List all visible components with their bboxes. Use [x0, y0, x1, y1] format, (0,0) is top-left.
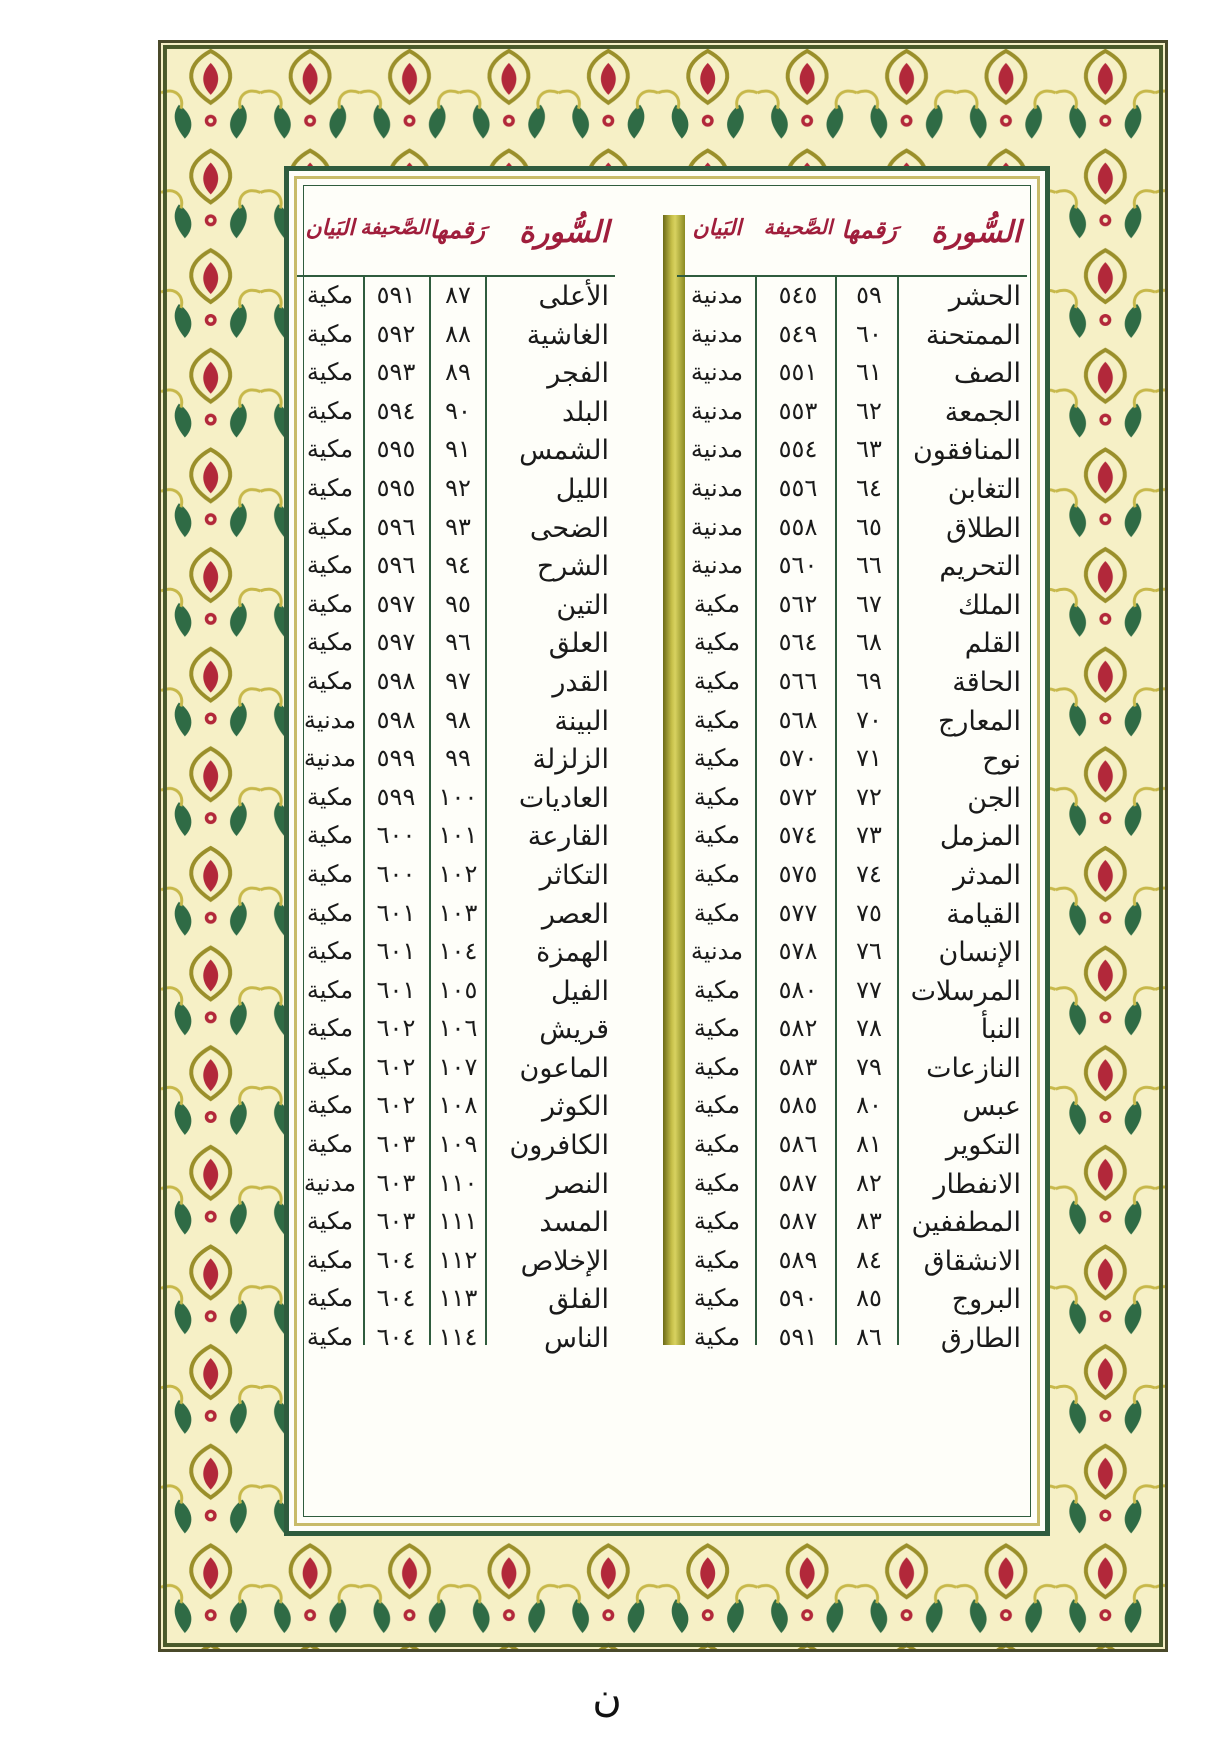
- surah-number: ١٠٦: [438, 1014, 478, 1043]
- table-row: [677, 1319, 1027, 1358]
- surah-type: مكية: [306, 898, 354, 927]
- surah-number: ١١١: [438, 1207, 478, 1236]
- surah-page: ٥٩١: [376, 281, 416, 309]
- surah-number: ١٠٧: [438, 1052, 478, 1081]
- surah-number: ٨٣: [856, 1207, 882, 1236]
- surah-number: ٩٦: [445, 628, 471, 657]
- surah-name: نوح: [982, 744, 1021, 776]
- surah-page: ٥٧٤: [778, 821, 818, 850]
- table-row: [297, 277, 615, 316]
- surah-number: ٦٤: [856, 473, 882, 502]
- surah-page: ٥٩٧: [376, 628, 416, 657]
- surah-name: المزمل: [939, 821, 1021, 853]
- surah-name: المرسلات: [910, 975, 1021, 1007]
- surah-name: الممتحنة: [925, 319, 1021, 351]
- surah-type: مكية: [693, 1245, 741, 1274]
- surah-name: الكوثر: [542, 1091, 609, 1123]
- surah-name: العاديات: [518, 782, 609, 814]
- surah-page: ٥٩٧: [376, 589, 416, 618]
- surah-type: مدنية: [690, 551, 744, 580]
- surah-type: مكية: [306, 1245, 354, 1274]
- surah-number: ٧٧: [856, 975, 882, 1004]
- surah-name: النبأ: [980, 1014, 1021, 1046]
- surah-name: الهمزة: [536, 937, 609, 969]
- surah-number: ٩٨: [445, 705, 471, 734]
- table-row: [297, 740, 615, 779]
- surah-page: ٥٩٨: [376, 705, 416, 734]
- surah-page: ٥٨٦: [778, 1130, 818, 1159]
- surah-number: ٧٣: [856, 821, 882, 850]
- surah-number: ١١٣: [438, 1284, 478, 1313]
- surah-name: الانفطار: [933, 1168, 1021, 1200]
- header-number: رَقمها: [841, 215, 897, 244]
- surah-type: مكية: [306, 1014, 354, 1043]
- surah-name: الحاقة: [952, 666, 1021, 698]
- table-row: [677, 740, 1027, 779]
- surah-name: الطارق: [940, 1323, 1021, 1355]
- surah-page: ٦٠٢: [376, 1052, 416, 1081]
- surah-number: ١١٢: [438, 1245, 478, 1274]
- header-number: رَقمها: [429, 215, 485, 244]
- surah-number: ٧٦: [856, 937, 882, 966]
- surah-type: مدنية: [690, 396, 744, 425]
- surah-page: ٥٦٤: [778, 628, 818, 657]
- surah-page: ٦٠٠: [376, 859, 416, 888]
- table-row: [297, 624, 615, 663]
- surah-type: مدنية: [690, 473, 744, 502]
- surah-number: ١٠٥: [438, 975, 478, 1004]
- surah-name: الأعلى: [538, 281, 609, 312]
- surah-type: مكية: [306, 975, 354, 1004]
- table-row: [297, 817, 615, 856]
- surah-number: ٧١: [856, 744, 882, 773]
- table-row: [297, 354, 615, 393]
- table-row: [677, 779, 1027, 818]
- surah-type: مكية: [306, 319, 354, 348]
- surah-name: المطففين: [911, 1207, 1021, 1239]
- surah-page: ٥٩٣: [376, 358, 416, 387]
- surah-page: ٦٠٣: [376, 1168, 416, 1197]
- surah-number: ٨٠: [856, 1091, 882, 1120]
- surah-name: الصف: [953, 358, 1021, 390]
- surah-number: ٦٨: [856, 628, 882, 657]
- surah-page: ٦٠١: [376, 898, 416, 927]
- surah-number: ٧٤: [856, 859, 882, 888]
- surah-number: ٩٤: [445, 551, 471, 580]
- surah-name: الفجر: [547, 358, 609, 390]
- table-row: [677, 547, 1027, 586]
- table-row: [297, 895, 615, 934]
- surah-name: قريش: [539, 1014, 609, 1046]
- surah-type: مكية: [306, 1323, 354, 1352]
- surah-page: ٦٠١: [376, 975, 416, 1004]
- surah-number: ٦٥: [856, 512, 882, 541]
- surah-page: ٥٤٥: [778, 281, 818, 309]
- surah-name: النصر: [546, 1168, 609, 1200]
- table-row: [677, 856, 1027, 895]
- surah-type: مكية: [306, 281, 354, 309]
- table-row: [297, 431, 615, 470]
- table-row: [677, 1049, 1027, 1088]
- surah-number: ١٠١: [438, 821, 478, 850]
- surah-number: ٨٤: [856, 1245, 882, 1274]
- surah-page: ٥٩٥: [376, 435, 416, 464]
- surah-number: ٦٩: [856, 666, 882, 695]
- surah-name: الشمس: [519, 435, 609, 467]
- surah-page: ٥٧٧: [778, 898, 818, 927]
- header-type: البَيان: [305, 215, 355, 241]
- table-row: [297, 1319, 615, 1358]
- surah-table-right: [677, 205, 1027, 1358]
- surah-page: ٥٩٢: [376, 319, 416, 348]
- surah-number: ٨٦: [856, 1323, 882, 1352]
- surah-name: الزلزلة: [532, 744, 609, 776]
- surah-page: ٥٨٣: [778, 1052, 818, 1081]
- surah-number: ٨٧: [445, 281, 471, 309]
- surah-name: الماعون: [519, 1052, 609, 1084]
- surah-name: الضحى: [529, 512, 609, 544]
- table-row: [297, 1280, 615, 1319]
- surah-number: ٩١: [445, 435, 471, 464]
- surah-type: مكية: [306, 1091, 354, 1120]
- surah-page: ٦٠١: [376, 937, 416, 966]
- surah-type: مدنية: [303, 705, 357, 734]
- surah-name: النازعات: [926, 1052, 1021, 1084]
- surah-number: ٩٣: [445, 512, 471, 541]
- surah-page: ٥٧٠: [778, 744, 818, 773]
- table-row: [297, 1010, 615, 1049]
- surah-type: مدنية: [690, 358, 744, 387]
- table-row: [297, 933, 615, 972]
- surah-page: ٥٩٤: [376, 396, 416, 425]
- table-row: [297, 1049, 615, 1088]
- table-row: [677, 972, 1027, 1011]
- surah-name: الغاشية: [526, 319, 609, 351]
- surah-name: المسد: [539, 1207, 609, 1239]
- surah-number: ٨٥: [856, 1284, 882, 1313]
- surah-number: ٦٦: [856, 551, 882, 580]
- table-row: [677, 1165, 1027, 1204]
- surah-number: ١١٠: [438, 1168, 478, 1197]
- surah-number: ٦٣: [856, 435, 882, 464]
- table-row: [297, 1165, 615, 1204]
- table-row: [677, 1242, 1027, 1281]
- header-page: الصَّحيفة: [360, 215, 429, 239]
- table-row: [297, 1126, 615, 1165]
- surah-page: ٥٧٥: [778, 859, 818, 888]
- surah-name: البلد: [562, 396, 609, 428]
- table-row: [297, 393, 615, 432]
- table-header: [297, 205, 615, 277]
- surah-page: ٥٩٥: [376, 473, 416, 502]
- surah-type: مكية: [693, 1091, 741, 1120]
- table-row: [297, 702, 615, 741]
- surah-page: ٥٦٦: [778, 666, 818, 695]
- table-row: [677, 277, 1027, 316]
- surah-name: التغابن: [947, 473, 1021, 505]
- surah-type: مكية: [693, 898, 741, 927]
- surah-type: مكية: [306, 821, 354, 850]
- surah-number: ٨٨: [445, 319, 471, 348]
- surah-type: مدنية: [303, 1168, 357, 1197]
- surah-page: ٦٠٤: [376, 1284, 416, 1313]
- table-row: [297, 663, 615, 702]
- table-row: [297, 1242, 615, 1281]
- surah-type: مكية: [306, 782, 354, 811]
- table-row: [297, 1087, 615, 1126]
- table-row: [677, 663, 1027, 702]
- surah-number: ٦٠: [856, 319, 882, 348]
- surah-name: الفلق: [548, 1284, 609, 1316]
- surah-name: التحريم: [939, 551, 1021, 583]
- surah-type: مكية: [693, 1130, 741, 1159]
- surah-type: مدنية: [690, 512, 744, 541]
- surah-type: مكية: [693, 1168, 741, 1197]
- table-row: [677, 1010, 1027, 1049]
- surah-name: الفيل: [551, 975, 609, 1007]
- table-row: [677, 509, 1027, 548]
- surah-name: العلق: [548, 628, 609, 660]
- surah-type: مكية: [693, 975, 741, 1004]
- surah-page: ٥٩٩: [376, 782, 416, 811]
- table-row: [677, 895, 1027, 934]
- surah-page: ٦٠٣: [376, 1130, 416, 1159]
- surah-page: ٥٥٦: [778, 473, 818, 502]
- surah-page: ٦٠٤: [376, 1245, 416, 1274]
- table-row: [297, 316, 615, 355]
- surah-number: ٧٥: [856, 898, 882, 927]
- table-row: [677, 393, 1027, 432]
- surah-name: الكافرون: [509, 1130, 609, 1162]
- surah-index-panel: [284, 166, 1050, 1536]
- table-row: [677, 316, 1027, 355]
- surah-table-left: [297, 205, 615, 1358]
- surah-number: ٩٢: [445, 473, 471, 502]
- table-row: [677, 1203, 1027, 1242]
- surah-name: المدثر: [953, 859, 1021, 891]
- surah-number: ٥٩: [856, 281, 882, 309]
- surah-type: مكية: [693, 821, 741, 850]
- table-row: [677, 470, 1027, 509]
- surah-type: مكية: [693, 666, 741, 695]
- surah-page: ٥٨٠: [778, 975, 818, 1004]
- surah-type: مكية: [306, 473, 354, 502]
- surah-name: الانشقاق: [923, 1245, 1021, 1277]
- surah-number: ٦٧: [856, 589, 882, 618]
- surah-type: مكية: [306, 589, 354, 618]
- surah-page: ٥٨٢: [778, 1014, 818, 1043]
- surah-name: العصر: [541, 898, 609, 930]
- surah-type: مكية: [693, 1323, 741, 1352]
- surah-type: مكية: [306, 396, 354, 425]
- surah-number: ١٠٤: [438, 937, 478, 966]
- surah-name: الملك: [957, 589, 1021, 621]
- surah-number: ١٠٩: [438, 1130, 478, 1159]
- table-row: [677, 817, 1027, 856]
- surah-name: الجن: [967, 782, 1021, 814]
- surah-name: الشرح: [536, 551, 609, 583]
- surah-type: مكية: [306, 1207, 354, 1236]
- surah-number: ١١٤: [438, 1323, 478, 1352]
- surah-rows-right: [677, 277, 1027, 1358]
- surah-type: مكية: [306, 859, 354, 888]
- header-type: البَيان: [692, 215, 742, 241]
- surah-name: المعارج: [937, 705, 1021, 737]
- surah-page: ٦٠٢: [376, 1014, 416, 1043]
- surah-page: ٥٦٢: [778, 589, 818, 618]
- surah-type: مدنية: [690, 281, 744, 309]
- surah-page: ٥٤٩: [778, 319, 818, 348]
- surah-page: ٥٥٣: [778, 396, 818, 425]
- surah-name: البينة: [554, 705, 609, 737]
- surah-page: ٥٨٧: [778, 1168, 818, 1197]
- surah-page: ٥٩٩: [376, 744, 416, 773]
- surah-type: مدنية: [690, 937, 744, 966]
- table-header: [677, 205, 1027, 277]
- surah-page: ٥٥٤: [778, 435, 818, 464]
- table-row: [297, 779, 615, 818]
- surah-number: ٧٨: [856, 1014, 882, 1043]
- surah-page: ٥٨٩: [778, 1245, 818, 1274]
- surah-number: ٦١: [856, 358, 882, 387]
- surah-page: ٥٦٨: [778, 705, 818, 734]
- surah-name: الإخلاص: [520, 1245, 609, 1277]
- surah-number: ٧٠: [856, 705, 882, 734]
- surah-number: ٨٢: [856, 1168, 882, 1197]
- surah-page: ٥٩٠: [778, 1284, 818, 1313]
- surah-name: المنافقون: [912, 435, 1021, 467]
- surah-name: الحشر: [948, 281, 1021, 312]
- surah-type: مكية: [306, 512, 354, 541]
- surah-page: ٥٦٠: [778, 551, 818, 580]
- table-row: [677, 1126, 1027, 1165]
- surah-number: ٩٥: [445, 589, 471, 618]
- surah-type: مكية: [693, 628, 741, 657]
- surah-page: ٥٨٧: [778, 1207, 818, 1236]
- surah-name: الإنسان: [938, 937, 1021, 969]
- header-surah: السُّورة: [519, 215, 609, 250]
- surah-type: مكية: [693, 744, 741, 773]
- page-number: ن: [592, 1675, 622, 1721]
- surah-name: القارعة: [527, 821, 609, 853]
- surah-page: ٥٨٥: [778, 1091, 818, 1120]
- table-row: [677, 431, 1027, 470]
- surah-name: التكاثر: [539, 859, 609, 891]
- surah-name: التكوير: [945, 1130, 1021, 1162]
- table-row: [677, 1280, 1027, 1319]
- table-row: [297, 856, 615, 895]
- surah-name: التين: [556, 589, 609, 621]
- header-page: الصَّحيفة: [763, 215, 833, 239]
- surah-page: ٦٠٤: [376, 1323, 416, 1352]
- surah-type: مكية: [306, 358, 354, 387]
- table-row: [297, 586, 615, 625]
- surah-type: مكية: [306, 435, 354, 464]
- surah-rows-left: [297, 277, 615, 1358]
- table-row: [297, 509, 615, 548]
- surah-page: ٦٠٠: [376, 821, 416, 850]
- surah-page: ٥٥١: [778, 358, 818, 387]
- surah-name: الجمعة: [944, 396, 1021, 428]
- surah-number: ٩٩: [445, 744, 471, 773]
- surah-number: ١٠٣: [438, 898, 478, 927]
- surah-name: الليل: [555, 473, 609, 505]
- table-row: [677, 586, 1027, 625]
- surah-page: ٦٠٢: [376, 1091, 416, 1120]
- surah-type: مكية: [693, 1284, 741, 1313]
- surah-page: ٦٠٣: [376, 1207, 416, 1236]
- surah-number: ٦٢: [856, 396, 882, 425]
- surah-type: مدنية: [690, 435, 744, 464]
- surah-number: ٨١: [856, 1130, 882, 1159]
- surah-page: ٥٩١: [778, 1323, 818, 1352]
- surah-page: ٥٧٨: [778, 937, 818, 966]
- surah-name: القيامة: [946, 898, 1021, 930]
- surah-type: مكية: [693, 782, 741, 811]
- surah-number: ١٠٨: [438, 1091, 478, 1120]
- surah-type: مكية: [306, 1284, 354, 1313]
- surah-type: مكية: [306, 628, 354, 657]
- surah-type: مدنية: [690, 319, 744, 348]
- surah-type: مكية: [693, 1052, 741, 1081]
- surah-type: مكية: [306, 1052, 354, 1081]
- surah-number: ١٠٢: [438, 859, 478, 888]
- table-row: [677, 624, 1027, 663]
- surah-name: البروج: [951, 1284, 1021, 1316]
- table-row: [677, 933, 1027, 972]
- surah-number: ٧٩: [856, 1052, 882, 1081]
- surah-type: مكية: [693, 859, 741, 888]
- header-surah: السُّورة: [931, 215, 1021, 250]
- surah-number: ٩٠: [445, 396, 471, 425]
- surah-name: الناس: [543, 1323, 609, 1355]
- surah-type: مكية: [306, 666, 354, 695]
- surah-type: مدنية: [303, 744, 357, 773]
- surah-page: ٥٧٢: [778, 782, 818, 811]
- surah-number: ٧٢: [856, 782, 882, 811]
- table-row: [297, 470, 615, 509]
- surah-name: عبس: [962, 1091, 1021, 1123]
- table-row: [297, 547, 615, 586]
- surah-type: مكية: [306, 1130, 354, 1159]
- table-row: [297, 1203, 615, 1242]
- surah-type: مكية: [306, 551, 354, 580]
- surah-number: ٨٩: [445, 358, 471, 387]
- surah-page: ٥٩٨: [376, 666, 416, 695]
- surah-type: مكية: [306, 937, 354, 966]
- surah-name: الطلاق: [946, 512, 1021, 544]
- surah-number: ٩٧: [445, 666, 471, 695]
- table-row: [677, 354, 1027, 393]
- surah-name: القدر: [552, 666, 609, 698]
- table-row: [677, 1087, 1027, 1126]
- surah-type: مكية: [693, 705, 741, 734]
- surah-page: ٥٩٦: [376, 551, 416, 580]
- table-row: [677, 702, 1027, 741]
- surah-type: مكية: [693, 1014, 741, 1043]
- table-row: [297, 972, 615, 1011]
- surah-number: ١٠٠: [438, 782, 478, 811]
- surah-name: القلم: [964, 628, 1021, 660]
- surah-page: ٥٥٨: [778, 512, 818, 541]
- surah-type: مكية: [693, 1207, 741, 1236]
- surah-page: ٥٩٦: [376, 512, 416, 541]
- surah-type: مكية: [693, 589, 741, 618]
